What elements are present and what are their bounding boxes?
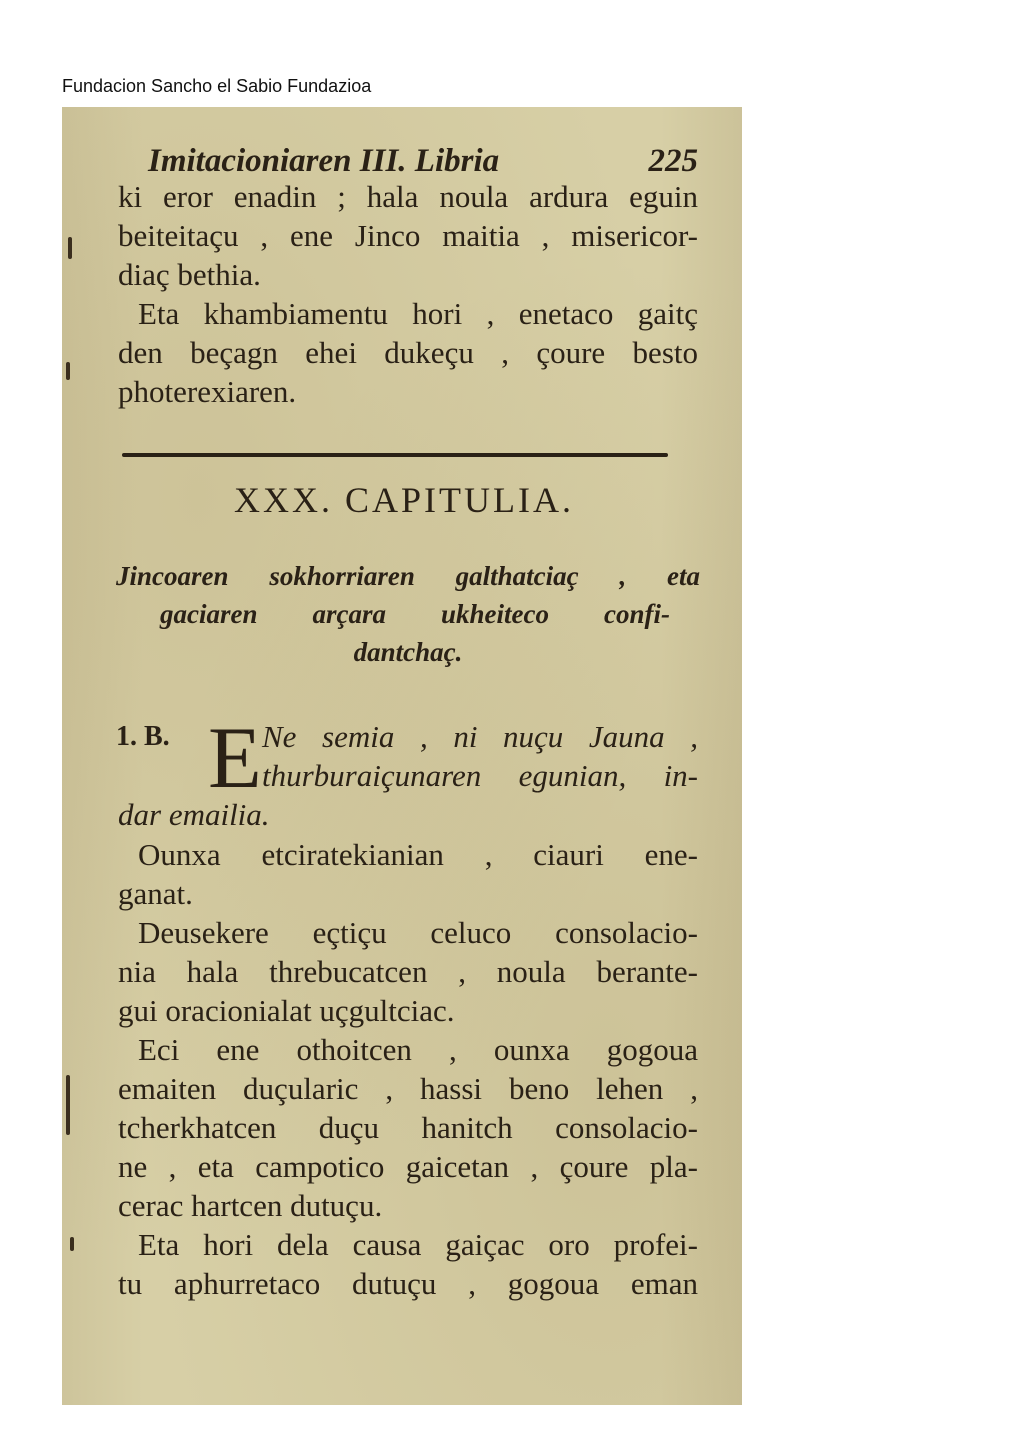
margin-ink-mark [70,1237,74,1251]
text-line: Eta hori dela causa gaiçac oro profei- [138,1227,698,1262]
text-line: gui oracionialat uçgultciac. [118,993,455,1028]
margin-ink-mark [66,1075,70,1135]
text-line: diaç bethia. [118,257,261,292]
running-head-title: Imitacioniaren III. Libria [148,143,500,179]
text-line: photerexiaren. [118,374,297,409]
verse-label-block [116,717,206,756]
text-line: ganat. [118,876,193,911]
text-line: ki eror enadin ; hala noula ardura eguin [118,179,698,214]
verse-line: Ne semia , ni nuçu Jauna , [262,719,698,754]
text-line: ne , eta campotico gaicetan , çoure pla- [118,1149,698,1184]
verse-lines-full [118,795,698,834]
subtitle-line: dantchaç. [353,637,463,667]
text-line: emaiten duçularic , hassi beno lehen , [118,1071,698,1106]
subtitle-line: gaciaren arçara ukheiteco confi- [160,599,670,629]
section-divider [122,453,668,457]
text-line: tcherkhatcen duçu hanitch consolacio- [118,1110,698,1145]
verse-line: dar emailia. [118,797,270,832]
text-line: Deusekere eçtiçu celuco consolacio- [138,915,698,950]
source-caption: Fundacion Sancho el Sabio Fundazioa [62,76,372,96]
top-paragraph [118,177,698,411]
body-paragraphs [118,835,698,1303]
verse-line: thurburaiçunaren egunian, in- [262,758,698,793]
chapter-subtitle [116,557,700,671]
margin-ink-mark [66,362,70,380]
margin-ink-mark [68,237,72,259]
subtitle-line: Jincoaren sokhorriaren galthatciaç , eta [116,561,700,591]
text-line: Ounxa etciratekianian , ciauri ene- [138,837,698,872]
scanned-page [62,107,742,1405]
text-line: den beçagn ehei dukeçu , çoure besto [118,335,698,370]
chapter-title: XXX. CAPITULIA. [234,480,574,520]
verse-lines-indented [262,717,698,795]
text-line: nia hala threbucatcen , noula berante- [118,954,698,989]
page-number: 225 [648,143,698,179]
running-head [148,143,698,180]
text-line: Eta khambiamentu hori , enetaco gaitç [138,296,698,331]
text-line: beiteitaçu , ene Jinco maitia , misericor- [118,218,698,253]
text-line: Eci ene othoitcen , ounxa gogoua [138,1032,698,1067]
verse-label: 1. B. [116,721,170,752]
drop-cap: E [208,710,262,807]
text-line: cerac hartcen dutuçu. [118,1188,383,1223]
text-line: tu aphurretaco dutuçu , gogoua eman [118,1266,698,1301]
